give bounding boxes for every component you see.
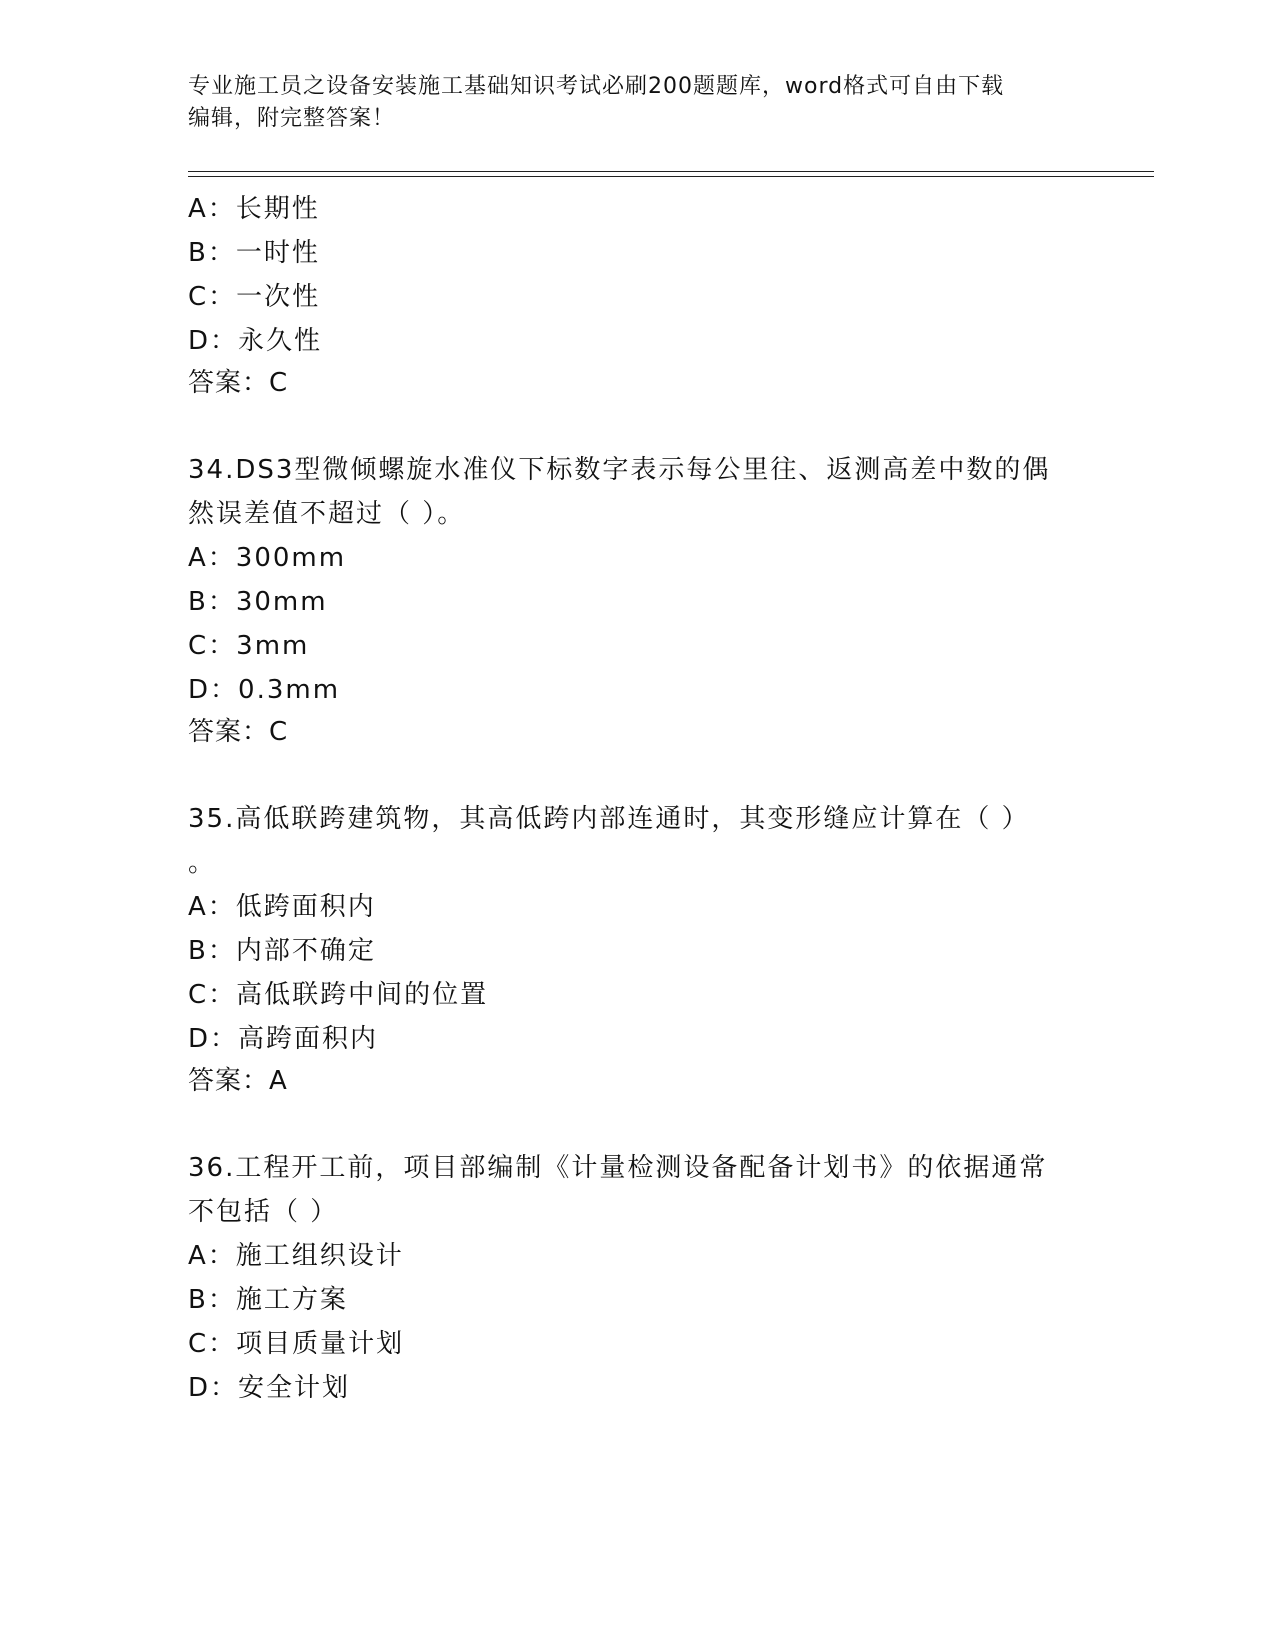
q35-stem-line-2: 。	[188, 848, 217, 878]
q33-option-c: C：一次性	[188, 282, 321, 312]
q36-stem-line-2: 不包括（ ）	[188, 1197, 339, 1227]
q33-option-d: D：永久性	[188, 326, 323, 356]
q34-option-a: A：300mm	[188, 543, 347, 573]
q34-option-b: B：30mm	[188, 587, 328, 617]
q36-option-b: B：施工方案	[188, 1285, 348, 1315]
document-header-line-1: 专业施工员之设备安装施工基础知识考试必刷200题题库，word格式可自由下载	[188, 74, 1005, 99]
q34-option-c: C：3mm	[188, 631, 310, 661]
q35-option-b: B：内部不确定	[188, 936, 376, 966]
q35-option-a: A：低跨面积内	[188, 892, 376, 922]
q35-stem-line-1: 35.高低联跨建筑物，其高低跨内部连通时，其变形缝应计算在（ ）	[188, 804, 1030, 834]
header-divider-top	[188, 171, 1154, 172]
q36-option-c: C：项目质量计划	[188, 1329, 405, 1359]
q34-stem-line-2: 然误差值不超过（ ）。	[188, 499, 466, 529]
q36-option-a: A：施工组织设计	[188, 1241, 404, 1271]
q35-option-d: D：高跨面积内	[188, 1024, 379, 1054]
q34-stem-line-1: 34.DS3型微倾螺旋水准仪下标数字表示每公里往、返测高差中数的偶	[188, 455, 1051, 485]
q36-stem-line-1: 36.工程开工前，项目部编制《计量检测设备配备计划书》的依据通常	[188, 1153, 1048, 1183]
header-divider-bottom	[188, 176, 1154, 177]
q35-answer: 答案：A	[188, 1066, 288, 1096]
q35-option-c: C：高低联跨中间的位置	[188, 980, 489, 1010]
q33-answer: 答案：C	[188, 368, 289, 398]
q33-option-b: B：一时性	[188, 238, 320, 268]
q36-option-d: D：安全计划	[188, 1373, 351, 1403]
q34-answer: 答案：C	[188, 717, 289, 747]
q33-option-a: A：长期性	[188, 194, 320, 224]
q34-option-d: D：0.3mm	[188, 675, 341, 705]
document-header-line-2: 编辑，附完整答案！	[188, 106, 396, 131]
